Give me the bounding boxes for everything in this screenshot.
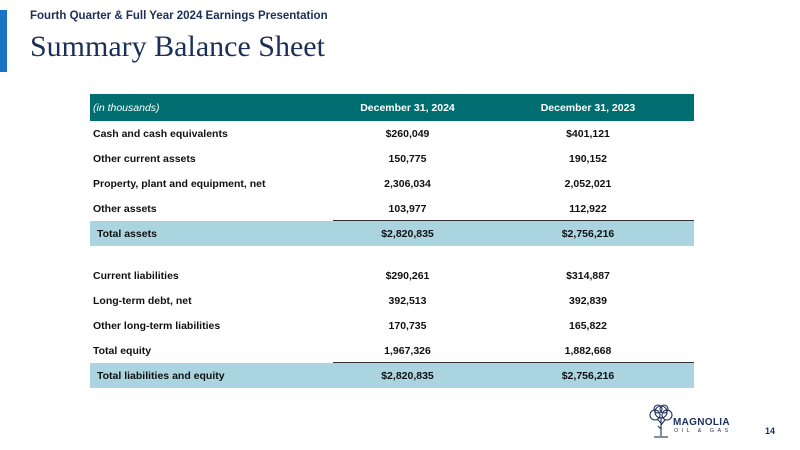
magnolia-tree-icon — [648, 403, 674, 439]
table-row — [90, 338, 694, 363]
value-2023: 165,822 — [569, 319, 607, 332]
logo-name: MAGNOLIA — [673, 417, 730, 428]
row-label: Total assets — [90, 221, 333, 246]
total-assets-row — [90, 221, 694, 246]
logo-subtitle: OIL & GAS — [674, 428, 732, 434]
value-2023: $314,887 — [566, 269, 610, 282]
value-2024: 170,735 — [388, 319, 427, 332]
table-row — [90, 313, 694, 338]
value-2024: $260,049 — [385, 127, 430, 140]
column-header-2024: December 31, 2024 — [333, 94, 482, 121]
table-header-row — [90, 94, 694, 121]
row-label: Total liabilities and equity — [90, 363, 333, 388]
row-label: Other assets — [93, 202, 157, 215]
row-label: Current liabilities — [93, 269, 179, 282]
table-row — [90, 263, 694, 288]
presentation-subtitle: Fourth Quarter & Full Year 2024 Earnings Presentation — [30, 10, 328, 22]
value-2023: $2,756,216 — [482, 221, 694, 246]
value-2023: $2,756,216 — [482, 363, 694, 388]
table-row — [90, 171, 694, 196]
section-spacer — [90, 246, 694, 263]
value-2023: 190,152 — [569, 152, 607, 165]
value-2023: $401,121 — [566, 127, 610, 140]
row-label: Cash and cash equivalents — [93, 127, 228, 140]
value-2023: 392,839 — [569, 294, 607, 307]
value-2024: 392,513 — [388, 294, 427, 307]
company-logo — [648, 403, 748, 443]
value-2024: 1,967,326 — [333, 338, 482, 363]
row-label: Total equity — [93, 344, 152, 357]
column-header-2023: December 31, 2023 — [482, 94, 694, 121]
row-label: Other current assets — [93, 152, 196, 165]
value-2024: $290,261 — [385, 269, 430, 282]
table-row — [90, 196, 694, 221]
value-2023: 112,922 — [482, 196, 694, 221]
balance-sheet-table — [90, 94, 694, 388]
total-liabilities-equity-row — [90, 363, 694, 388]
row-label: Property, plant and equipment, net — [93, 177, 266, 190]
row-label: Other long-term liabilities — [93, 319, 221, 332]
table-row — [90, 288, 694, 313]
value-2023: 1,882,668 — [482, 338, 694, 363]
page-title: Summary Balance Sheet — [30, 30, 325, 63]
row-label: Long-term debt, net — [93, 294, 192, 307]
value-2024: 2,306,034 — [384, 177, 431, 190]
value-2023: 2,052,021 — [564, 177, 612, 190]
accent-bar — [0, 10, 7, 72]
value-2024: 150,775 — [388, 152, 427, 165]
value-2024: 103,977 — [333, 196, 482, 221]
table-row — [90, 146, 694, 171]
column-header-units: (in thousands) — [90, 94, 333, 121]
table-row — [90, 121, 694, 146]
value-2024: $2,820,835 — [333, 363, 482, 388]
value-2024: $2,820,835 — [333, 221, 482, 246]
page-number: 14 — [765, 426, 776, 436]
